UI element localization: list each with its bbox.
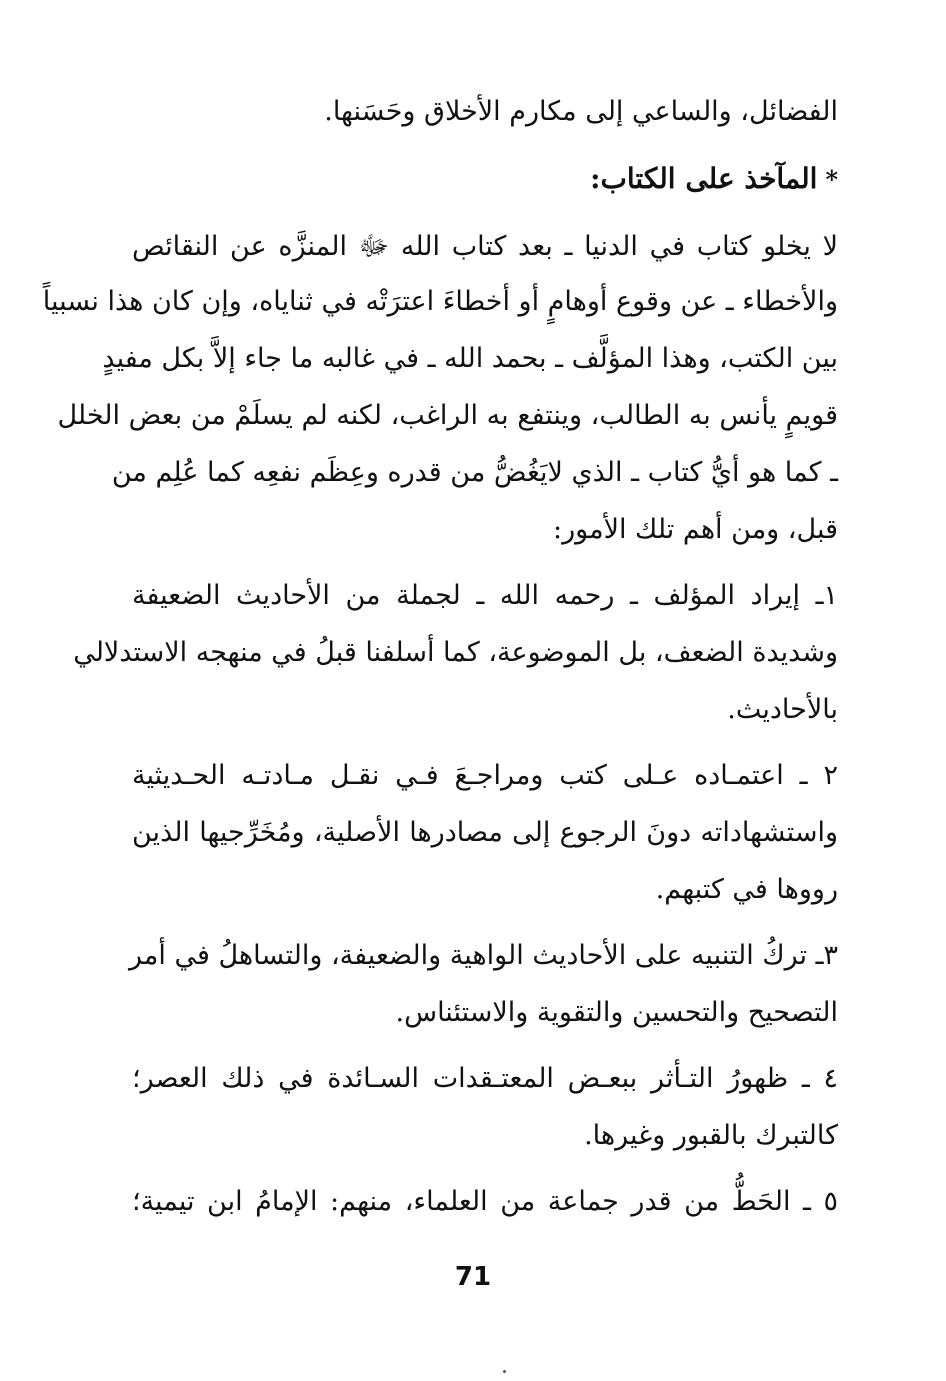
list-item-line: ١ـ إيراد المؤلف ـ رحمه الله ـ لجملة من الأحاديث الضعيفة (132, 580, 838, 611)
list-item-line: رووها في كتبهم. (655, 874, 838, 905)
list-item-line: ٣ـ تركُ التنبيه على الأحاديث الواهية والضعيفة، والتساهلُ في أمر (129, 940, 838, 971)
list-item-line: ٤ ـ ظهورُ التـأثر ببعـض المعتـقدات السـائدة في ذلك العصر؛ (132, 1063, 838, 1094)
paragraph-line: قبل، ومن أهم تلك الأمور: (553, 514, 838, 545)
scan-speck (503, 1370, 506, 1373)
paragraph-line: بين الكتب، وهذا المؤلَّف ـ بحمد الله ـ في غالبه ما جاء إلاَّ بكل مفيدٍ (102, 343, 838, 374)
list-item-line: بالأحاديث. (727, 694, 838, 725)
page-number: 71 (454, 1262, 492, 1292)
paragraph-line: قويمٍ يأنس به الطالب، وينتفع به الراغب، لكنه لم يسلَمْ من بعض الخلل (57, 400, 838, 431)
section-heading (590, 162, 838, 195)
list-item-line: كالتبرك بالقبور وغيرها. (584, 1120, 838, 1151)
paragraph-line: ـ كما هو أيُّ كتاب ـ الذي لايَغُضُّ من قدره وعِظَم نفعِه كما عُلِم من (111, 457, 838, 488)
asterisk-marker-icon: * (825, 165, 838, 194)
paragraph-line: الفضائل، والساعي إلى مكارم الأخلاق وحَسَنها. (324, 96, 838, 127)
list-item-line: ٥ ـ الحَطُّ من قدر جماعة من العلماء، منهم: الإمامُ ابن تيمية؛ (132, 1186, 838, 1217)
section-heading-text: المآخذ على الكتاب: (590, 162, 818, 195)
paragraph-line: لا يخلو كتاب في الدنيا ـ بعد كتاب الله ﷻ المنزَّه عن النقائص (132, 231, 838, 262)
paragraph-line: والأخطاء ـ عن وقوع أوهامٍ أو أخطاءَ اعترَتْه في ثناياه، وإن كان هذا نسبياً (42, 286, 838, 317)
list-item-line: واستشهاداته دونَ الرجوع إلى مصادرها الأصلية، ومُخَرِّجيها الذين (132, 817, 838, 848)
list-item-line: وشديدة الضعف، بل الموضوعة، كما أسلفنا قبلُ في منهجه الاستدلالي (73, 637, 838, 668)
list-item-line: ٢ ـ اعتمـاده عـلى كتب ومراجـعَ فـي نقـل مـادتـه الحـديثية (132, 760, 838, 791)
list-item-line: التصحيح والتحسين والتقوية والاستئناس. (395, 997, 838, 1028)
